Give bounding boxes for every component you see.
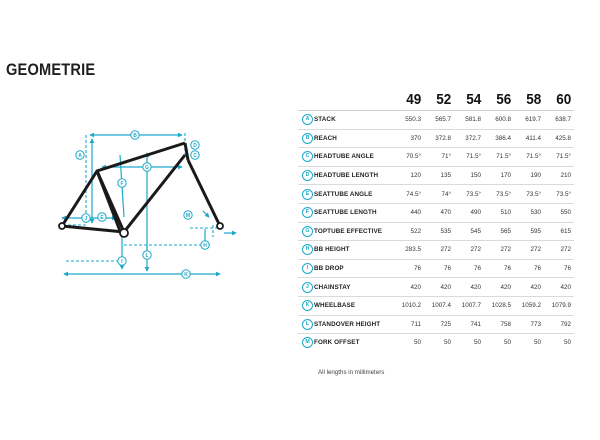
row-letter-badge: G — [302, 226, 313, 237]
geometry-value: 1007.7 — [454, 296, 484, 315]
diagram-badge-j — [82, 214, 90, 222]
geometry-value: 74° — [424, 185, 454, 204]
diagram-badge-f — [118, 179, 126, 187]
svg-text:H: H — [203, 242, 207, 249]
geometry-value: 490 — [454, 203, 484, 222]
geometry-value: 272 — [454, 241, 484, 260]
geometry-value: 530 — [514, 203, 544, 222]
geometry-row-c — [298, 148, 574, 167]
diagram-badge-i — [118, 257, 126, 265]
geometry-row-f — [298, 203, 574, 222]
svg-text:G: G — [145, 164, 149, 171]
parameter-name: BB HEIGHT — [314, 241, 394, 260]
geometry-row-l — [298, 315, 574, 334]
geometry-row-m — [298, 334, 574, 352]
geometry-value: 581.8 — [454, 111, 484, 130]
row-letter-badge: C — [302, 151, 313, 162]
parameter-name: STACK — [314, 111, 394, 130]
svg-text:K: K — [184, 271, 188, 278]
geometry-value: 372.7 — [454, 129, 484, 148]
geometry-diagram — [50, 125, 250, 290]
row-letter-badge: A — [302, 114, 313, 125]
geometry-value: 50 — [544, 334, 574, 352]
svg-text:M: M — [185, 212, 191, 219]
row-letter-badge: E — [302, 189, 313, 200]
geometry-value: 595 — [514, 222, 544, 241]
geometry-row-b — [298, 129, 574, 148]
geometry-value: 725 — [424, 315, 454, 334]
geometry-value: 372.8 — [424, 129, 454, 148]
geometry-value: 600.8 — [484, 111, 514, 130]
geometry-value: 425.8 — [544, 129, 574, 148]
diagram-badge-k — [182, 270, 190, 278]
geometry-value: 50 — [484, 334, 514, 352]
geometry-value: 76 — [424, 259, 454, 278]
geometry-value: 420 — [484, 278, 514, 297]
size-header: 60 — [556, 91, 572, 108]
geometry-value: 73.5° — [454, 185, 484, 204]
geometry-row-i — [298, 259, 574, 278]
parameter-name: STANDOVER HEIGHT — [314, 315, 394, 334]
geometry-value: 190 — [514, 166, 544, 185]
geometry-value: 741 — [454, 315, 484, 334]
geometry-value: 1010.2 — [394, 296, 424, 315]
geometry-value: 420 — [394, 278, 424, 297]
geometry-value: 76 — [544, 259, 574, 278]
parameter-name: SEATTUBE LENGTH — [314, 203, 394, 222]
diagram-badge-d — [191, 141, 199, 149]
svg-text:E: E — [100, 214, 104, 221]
row-letter-badge: L — [302, 319, 313, 330]
geometry-value: 550 — [544, 203, 574, 222]
geometry-value: 50 — [394, 334, 424, 352]
row-letter-badge: B — [302, 133, 313, 144]
geometry-value: 1028.5 — [484, 296, 514, 315]
size-header-row — [298, 89, 574, 111]
geometry-row-k — [298, 296, 574, 315]
geometry-value: 71° — [424, 148, 454, 167]
geometry-value: 758 — [484, 315, 514, 334]
geometry-value: 71.5° — [514, 148, 544, 167]
diagram-label-badges — [76, 131, 209, 278]
geometry-value: 170 — [484, 166, 514, 185]
geometry-value: 550.3 — [394, 111, 424, 130]
geometry-value: 73.5° — [484, 185, 514, 204]
geometry-value: 638.7 — [544, 111, 574, 130]
geometry-value: 1059.2 — [514, 296, 544, 315]
geometry-value: 773 — [514, 315, 544, 334]
row-letter-badge: I — [302, 263, 313, 274]
size-header: 49 — [406, 91, 422, 108]
geometry-value: 420 — [424, 278, 454, 297]
geometry-value: 70.5° — [394, 148, 424, 167]
parameter-name: CHAINSTAY — [314, 278, 394, 297]
geometry-row-e — [298, 185, 574, 204]
geometry-value: 272 — [544, 241, 574, 260]
geometry-row-j — [298, 278, 574, 297]
parameter-name: SEATTUBE ANGLE — [314, 185, 394, 204]
geometry-row-d — [298, 166, 574, 185]
geometry-value: 76 — [514, 259, 544, 278]
geometry-value: 73.5° — [514, 185, 544, 204]
svg-text:D: D — [193, 142, 197, 149]
units-note: All lengths in millimeters — [318, 369, 385, 376]
svg-text:J: J — [84, 215, 88, 222]
geometry-value: 470 — [424, 203, 454, 222]
svg-text:F: F — [120, 180, 124, 187]
geometry-value: 76 — [394, 259, 424, 278]
geometry-value: 411.4 — [514, 129, 544, 148]
size-header: 56 — [496, 91, 512, 108]
page-title: GEOMETRIE — [6, 60, 96, 79]
geometry-value: 71.5° — [544, 148, 574, 167]
geometry-value: 619.7 — [514, 111, 544, 130]
geometry-row-h — [298, 241, 574, 260]
geometry-value: 74.5° — [394, 185, 424, 204]
diagram-badge-e — [98, 213, 106, 221]
row-letter-badge: D — [302, 170, 313, 181]
geometry-value: 711 — [394, 315, 424, 334]
svg-text:C: C — [193, 152, 197, 159]
geometry-value: 76 — [454, 259, 484, 278]
geometry-value: 792 — [544, 315, 574, 334]
svg-text:A: A — [78, 152, 82, 159]
geometry-value: 120 — [394, 166, 424, 185]
parameter-name: HEADTUBE ANGLE — [314, 148, 394, 167]
geometry-value: 71.5° — [454, 148, 484, 167]
geometry-value: 283.5 — [394, 241, 424, 260]
diagram-badge-g — [143, 163, 151, 171]
row-letter-badge: M — [302, 337, 313, 348]
svg-text:I: I — [121, 258, 123, 265]
geometry-value: 1079.9 — [544, 296, 574, 315]
geometry-value: 71.5° — [484, 148, 514, 167]
geometry-value: 272 — [424, 241, 454, 260]
geometry-value: 440 — [394, 203, 424, 222]
geometry-value: 510 — [484, 203, 514, 222]
size-header: 58 — [526, 91, 542, 108]
geometry-table — [298, 89, 574, 352]
geometry-value: 135 — [424, 166, 454, 185]
geometry-value: 522 — [394, 222, 424, 241]
geometry-value: 420 — [544, 278, 574, 297]
parameter-name: WHEELBASE — [314, 296, 394, 315]
diagram-badge-b — [131, 131, 139, 139]
row-letter-badge: F — [302, 207, 313, 218]
size-header: 54 — [466, 91, 482, 108]
row-letter-badge: K — [302, 300, 313, 311]
svg-text:B: B — [133, 132, 137, 139]
geometry-value: 210 — [544, 166, 574, 185]
row-letter-badge: H — [302, 244, 313, 255]
geometry-value: 615 — [544, 222, 574, 241]
geometry-value: 76 — [484, 259, 514, 278]
diagram-badge-c — [191, 151, 199, 159]
geometry-value: 565 — [484, 222, 514, 241]
parameter-name: TOPTUBE EFFECTIVE — [314, 222, 394, 241]
diagram-badge-a — [76, 151, 84, 159]
geometry-value: 386.4 — [484, 129, 514, 148]
size-header: 52 — [436, 91, 452, 108]
geometry-value: 50 — [454, 334, 484, 352]
geometry-value: 420 — [454, 278, 484, 297]
geometry-value: 272 — [484, 241, 514, 260]
geometry-value: 535 — [424, 222, 454, 241]
geometry-value: 565.7 — [424, 111, 454, 130]
geometry-row-a — [298, 111, 574, 130]
geometry-value: 272 — [514, 241, 544, 260]
geometry-value: 1007.4 — [424, 296, 454, 315]
diagram-badge-m — [184, 211, 192, 219]
geometry-value: 370 — [394, 129, 424, 148]
geometry-value: 545 — [454, 222, 484, 241]
parameter-name: HEADTUBE LENGTH — [314, 166, 394, 185]
geometry-row-g — [298, 222, 574, 241]
row-letter-badge: J — [302, 282, 313, 293]
parameter-name: BB DROP — [314, 259, 394, 278]
geometry-value: 50 — [514, 334, 544, 352]
svg-text:L: L — [145, 252, 149, 259]
geometry-value: 73.5° — [544, 185, 574, 204]
parameter-name: REACH — [314, 129, 394, 148]
geometry-value: 420 — [514, 278, 544, 297]
geometry-value: 50 — [424, 334, 454, 352]
parameter-name: FORK OFFSET — [314, 334, 394, 352]
diagram-badge-l — [143, 251, 151, 259]
diagram-badge-h — [201, 241, 209, 249]
geometry-value: 150 — [454, 166, 484, 185]
